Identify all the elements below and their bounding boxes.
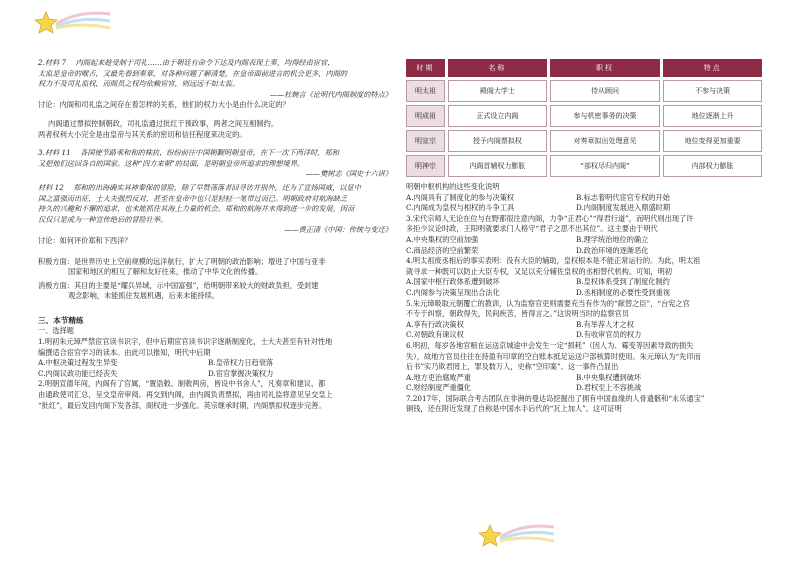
answer-option[interactable]: A.中央集权的空前加强 (406, 234, 479, 244)
option-row (406, 193, 766, 204)
text-line: 多拒少议论时政，王阳明就要求门人格守“君子之思不出其位”。这主要由于明代 (406, 224, 658, 234)
text-line: “批红”，最后发回内阁下发各部，阁权进一步强化。英宗继承时期，内阁票拟权逐步完善。 (38, 400, 326, 410)
text-line: 就寻求一种既可以防止大臣专权，又足以充分辅佐皇权的丞相替代机构。可知，明初 (406, 266, 672, 276)
table-cell: 地位逐渐上升 (663, 105, 762, 127)
table-header-row (406, 59, 762, 77)
text-line: 又把他们送回各自的国家。这种“四方来朝”的局面，是明朝皇帝所追求的理想境界。 (38, 158, 305, 168)
answer-option[interactable]: B.皇权体系受到了制度化制约 (576, 277, 670, 287)
text-line: 4.明太祖废丞相后的事实表明：没有大臣的辅助，皇权根本是不能正常运行的。为此，明太祖 (406, 256, 701, 266)
text-line: 5.朱元璋吸取元朝覆亡的教训，认为监察官吏则需要充当有作为的“献替之臣”，“台宪之官 (406, 298, 690, 308)
answer-option[interactable]: C.内阁成为皇权与相权的斗争工具 (406, 203, 515, 213)
answer-option[interactable]: C.对朝政有谏议权 (406, 330, 464, 340)
table-cell: “部权尽归内阁” (550, 155, 661, 177)
table-cell: 正式设立内阁 (448, 105, 547, 127)
text-line: 一、选择题 (38, 326, 74, 336)
right-column (406, 56, 766, 415)
cabinet-evolution-table (403, 56, 765, 180)
table-header-cell: 职权 (550, 59, 661, 77)
answer-option[interactable]: A.地方吏治腐败严重 (406, 372, 471, 382)
text-line: 2.材料 7 内阁起来趁受制于司礼……由于朝廷有命令下达及内阁表现上奏，均得经由宦官， (38, 58, 335, 67)
q1-options-row-1 (38, 358, 392, 369)
table-cell: 对奏章拟出处理意见 (550, 130, 661, 152)
q1-option-a[interactable]: A.中枢决策过程发生异变 (38, 358, 118, 368)
table-header-cell: 特点 (663, 59, 762, 77)
right-text-block (406, 182, 766, 415)
text-line: 国之富强而出征，士大夫强烈反对，甚至在皇帝中也只是轻轻一笔带过而已。明朝政府对航海缺乏 (38, 193, 348, 203)
q2-text-block (38, 379, 392, 411)
citation-line: ——杜婉言《论明代内阁制度的特点》 (269, 89, 392, 99)
text-line: 编撰适合宦官学习的读本。由此可以推知，明代中后期 (38, 347, 211, 357)
text-line: 讨论：如何评价郑和下西洋？ (38, 235, 132, 245)
text-line: 持久的兴趣和不懈的追求，也未能抓住其海上力量的机会。郑和的航海并未得到进一步的发展，因而 (38, 204, 355, 214)
option-row (406, 288, 766, 299)
option-row (406, 320, 766, 331)
option-row (406, 235, 766, 246)
table-header-cell: 名称 (448, 59, 547, 77)
text-line: 两者权利大小完全是由皇帝与其关系的密切和信任程度来决定的。 (38, 129, 247, 139)
q1-option-d[interactable]: D.宦官掌握决策权力 (208, 368, 274, 378)
table-cell: 侍从顾问 (550, 80, 661, 102)
text-line: 观念影响，未能抓住发展机遇，后来未能持续。 (68, 291, 219, 301)
text-line: 铜钱，还在附近发现了自称是中国水手后代的“瓦上加人”。这可证明 (406, 404, 622, 414)
text-line: 由通政使司汇总，呈交皇帝审阅。再交到内阁，由内阁负责票拟，再由司礼监将意见呈交皇上 (38, 390, 333, 400)
table-row (406, 105, 762, 127)
table-cell: 地位变得更加重要 (663, 130, 762, 152)
table-cell: 内阁首辅权力膨胀 (448, 155, 547, 177)
text-line: 7.2017年，国际联合考古团队在非洲的曼达岛挖掘出了拥有中国血缘的人骨遗骸和“永乐通宝” (406, 393, 705, 403)
answer-option[interactable]: D.丞相制度的必要性受到重视 (576, 287, 671, 297)
text-line: 太监是皇帝的喉舌，又最先看到奏章，对各种问题了解清楚，在皇帝面前进言的机会更多，内阁的 (38, 68, 348, 78)
text-line: 材料 12 郑和的出海确实具神秦保的冒险，除了早赞荡落者回寻访并别外，还为了宣扬国威，以显中 (38, 182, 361, 192)
table-cell: 明成祖 (406, 105, 445, 127)
q1-option-c[interactable]: C.内阁议政功能已经丧失 (38, 368, 118, 378)
table-cell: 明宣宗 (406, 130, 445, 152)
shooting-star-icon (478, 521, 556, 551)
text-line: 1.明初朱元璋严禁宦官读书识字，但中后期宦官读书识字逐渐制度化，士大夫甚至有针对性地 (38, 337, 333, 347)
text-line: 失），故地方官员往往在持盈有印章的空白账本抵足运送户部核算时使用。朱元璋认为“先印而 (406, 351, 701, 361)
text-line: 内阁通过票拟控制朝政，司礼监通过批红干预政事，两者之间互相制约。 (48, 118, 279, 128)
answer-option[interactable]: D.政治环境的逐渐恶化 (576, 245, 649, 255)
answer-option[interactable]: C.财经制度严重僵化 (406, 383, 472, 393)
answer-option[interactable]: B.中央集权遭到破坏 (576, 372, 642, 382)
table-cell: 明神宗 (406, 155, 445, 177)
table-cell: 明太祖 (406, 80, 445, 102)
answer-option[interactable]: B.标志着明代宦官专权的开始 (576, 192, 670, 202)
text-line: 后书”实乃欺君罔上，罪及数万人，史称“空印案”。这一事件凸显出 (406, 362, 619, 372)
option-row (406, 330, 766, 341)
answer-option[interactable]: A.内阁具有了制度化的参与决策权 (406, 192, 515, 202)
q1-option-b[interactable]: B.皇帝权力日趋衰落 (208, 358, 274, 368)
text-line: 权力不及司礼监权，而阁员之权均依赖宦官，则远远不如太监。 (38, 79, 240, 89)
text-line: 消极方面：其目的主要是“耀兵异域，示中国富强”，给明朝带来较大的财政负担，受封建 (38, 280, 319, 290)
table-cell: 殿阁大学士 (448, 80, 547, 102)
text-line: 明朝中枢机构的这些变化说明 (406, 182, 500, 191)
answer-option[interactable]: C.内阁参与决策呈现出合法化 (406, 287, 500, 297)
text-line: 3.宋代宗师人无论在位与在野都很注意内阁，力争“正君心”“得君行道”，而明代则出现了许 (406, 213, 694, 223)
left-text-block (38, 58, 392, 358)
section-heading: 三、本节精练 (38, 315, 84, 325)
answer-option[interactable]: B.理学统治地位的确立 (576, 234, 649, 244)
text-line: 2.明朝宣德年间，内阁有了官属，“置诰敕、制敕两房，皆设中书舍人”，凡奏章和建议，都 (38, 379, 326, 389)
text-line: 不专于纠察，朝政得失，民间疾苦，皆得言之。”这说明当时的监察官员 (406, 309, 629, 319)
table-header-cell: 时期 (406, 59, 445, 77)
option-row (406, 203, 766, 214)
text-line: 3.材料 11 各国使节路乘和和的株抗，纷纷前往中国朝觐明朝皇帝，在下一次下西洋时，郑和 (38, 148, 339, 158)
option-row (406, 277, 766, 288)
q1-options-row-2 (38, 369, 392, 380)
table-row (406, 155, 762, 177)
left-column (38, 0, 392, 411)
citation-line: ——费正清《中国：传统与变迁》 (284, 225, 392, 235)
answer-option[interactable]: C.商品经济的空前繁荣 (406, 245, 479, 255)
answer-option[interactable]: B.有举荐人才之权 (576, 319, 634, 329)
text-line: 仅仅只是成为一种宣传绝后的冒险壮举。 (38, 214, 168, 224)
table-row (406, 80, 762, 102)
answer-option[interactable]: D.内阁制度发展进入鼎盛时期 (576, 203, 671, 213)
option-row (406, 383, 766, 394)
text-line: 6.明初，每岁各地官粮在运送京城途中会发生一定“损耗”（因人为、霉变等因素导致的损失 (406, 340, 694, 350)
text-line: 积极方面：是世界历史上空前规模的远洋航行，扩大了明朝的政治影响；增进了中国与亚非 (38, 256, 326, 266)
table-cell: 不参与决策 (663, 80, 762, 102)
option-row (406, 373, 766, 384)
table-cell: 内部权力膨胀 (663, 155, 762, 177)
answer-option[interactable]: D.有收审官员的权力 (576, 330, 642, 340)
table-row (406, 130, 762, 152)
answer-option[interactable]: D.君权至上不容挑战 (576, 383, 642, 393)
text-line: 讨论：内阁和司礼监之间存在着怎样的关系，他们的权力大小是由什么决定的？ (38, 100, 290, 110)
table-cell: 参与机密事务的决策 (550, 105, 661, 127)
answer-option[interactable]: A.国家中枢行政体系遭到破坏 (406, 277, 500, 287)
answer-option[interactable]: A.享有行政决策权 (406, 319, 464, 329)
citation-line: ——樊树志《国史十六讲》 (305, 169, 392, 179)
table-cell: 授予内阁票拟权 (448, 130, 547, 152)
option-row (406, 246, 766, 257)
text-line: 国家和地区的相互了解和友好往来，推动了中华文化的传播。 (68, 267, 263, 277)
